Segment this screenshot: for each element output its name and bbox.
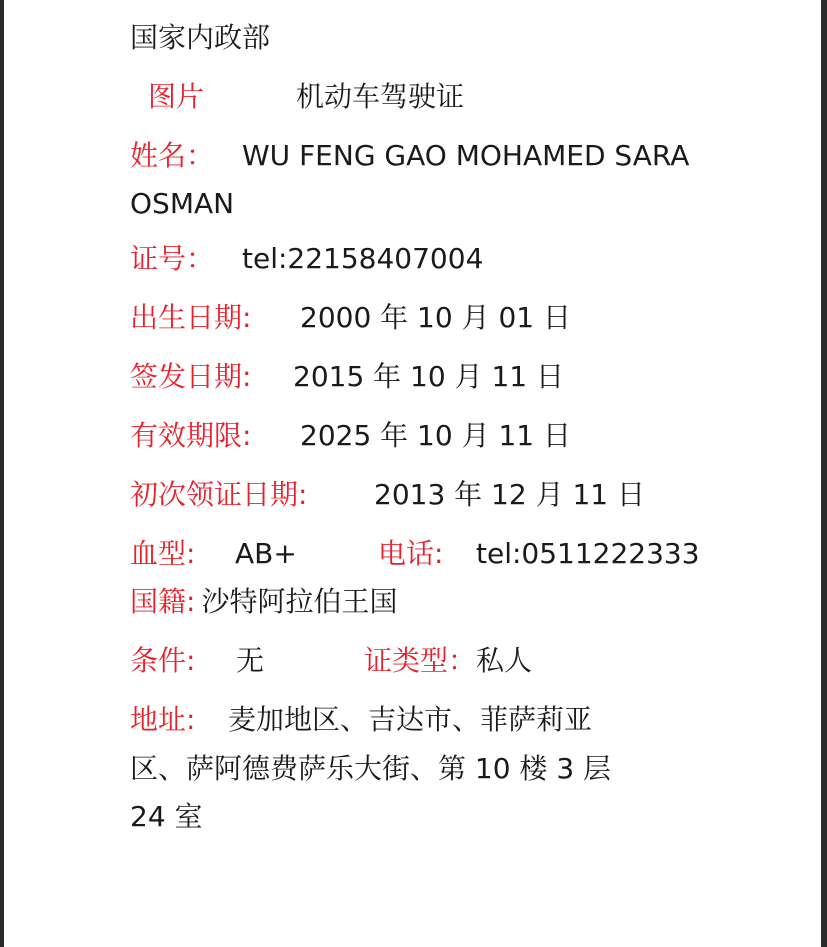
address-value-line-3: 24 室	[130, 800, 203, 833]
valid-row	[130, 419, 252, 452]
number-label: 证号：	[130, 242, 215, 275]
birth-row	[130, 301, 252, 334]
phone-row	[378, 537, 444, 570]
number-row	[130, 242, 215, 275]
name-row	[130, 139, 215, 172]
first-issue-row	[130, 478, 308, 511]
address-label: 地址:	[130, 703, 196, 736]
number-value: tel:22158407004	[242, 242, 484, 275]
license-type-label: 证类型：	[364, 644, 477, 677]
first-issue-value: 2013 年 12 月 11 日	[374, 478, 646, 511]
valid-label: 有效期限:	[130, 419, 252, 452]
address-value-line-2: 区、萨阿德费萨乐大街、第 10 楼 3 层	[130, 752, 612, 785]
conditions-row	[130, 644, 196, 677]
photo-label	[148, 80, 205, 113]
blood-label: 血型:	[130, 537, 196, 570]
name-label: 姓名：	[130, 139, 215, 172]
nationality-value: 沙特阿拉伯王国	[201, 585, 398, 618]
birth-value: 2000 年 10 月 01 日	[300, 301, 572, 334]
phone-value: tel:0511222333	[476, 537, 700, 570]
name-value-line-1: WU FENG GAO MOHAMED SARA	[242, 139, 690, 172]
name-value-line-2: OSMAN	[130, 187, 235, 220]
nationality-label: 国籍:	[130, 585, 196, 618]
first-issue-label: 初次领证日期:	[130, 478, 308, 511]
license-type-value: 私人	[476, 644, 533, 677]
page-right-border	[821, 0, 827, 947]
blood-row	[130, 537, 196, 570]
license-type-row	[364, 644, 533, 677]
birth-label: 出生日期:	[130, 301, 252, 334]
valid-value: 2025 年 10 月 11 日	[300, 419, 572, 452]
issue-value: 2015 年 10 月 11 日	[293, 360, 565, 393]
phone-label: 电话:	[378, 537, 444, 570]
issue-label: 签发日期:	[130, 360, 252, 393]
address-value-line-1: 麦加地区、吉达市、菲萨莉亚	[228, 703, 593, 736]
photo-label-text: 图片	[148, 80, 205, 113]
page-left-border	[0, 0, 4, 947]
address-row	[130, 703, 196, 736]
conditions-value: 无	[236, 644, 265, 677]
nationality-row	[130, 585, 398, 618]
issue-row	[130, 360, 252, 393]
blood-value: AB+	[235, 537, 297, 570]
conditions-label: 条件:	[130, 644, 196, 677]
ministry-title: 国家内政部	[130, 21, 271, 54]
license-title: 机动车驾驶证	[296, 80, 465, 113]
